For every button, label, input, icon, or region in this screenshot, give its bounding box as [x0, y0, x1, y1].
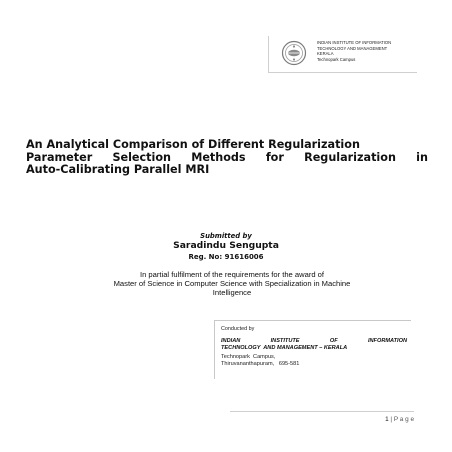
- author-name: Saradindu Sengupta: [173, 240, 279, 251]
- conducted-by-label: Conducted by: [221, 326, 255, 332]
- institute-word: INSTITUTE: [270, 338, 300, 344]
- title-text: An Analytical Comparison of Different Regularization: [26, 138, 360, 151]
- conducting-institute-line-2: TECHNOLOGY AND MANAGEMENT – KERALA: [221, 344, 348, 351]
- address-line-1: Technopark Campus,: [221, 354, 276, 360]
- page-number-label: [385, 416, 414, 423]
- page-footer: [230, 411, 414, 426]
- title-line-3: Auto-Calibrating Parallel MRI: [26, 163, 210, 176]
- institute-word: OF: [329, 338, 338, 344]
- institute-word: INDIAN: [317, 40, 332, 45]
- title-word: Methods: [191, 150, 246, 164]
- title-word: Regularization: [304, 150, 396, 164]
- institute-word: INFORMATION: [367, 338, 407, 344]
- institute-name: [317, 40, 417, 62]
- address-line-2: Thiruvananthapuram, 695-581: [221, 360, 300, 367]
- institute-header: [268, 36, 417, 73]
- institute-line-2: TECHNOLOGY AND MANAGEMENT: [317, 45, 388, 51]
- page-number: 1: [385, 416, 389, 423]
- submitted-by-label: Submitted by: [200, 232, 252, 240]
- fulfilment-line-1: In partial fulfilment of the requirements for the award of: [139, 270, 325, 279]
- institute-word: OF: [355, 40, 362, 45]
- conducting-address: [221, 354, 407, 367]
- institute-word: INDIAN: [221, 338, 241, 344]
- fulfilment-line-2: Master of Science in Computer Science with Specialization in Machine: [113, 278, 351, 288]
- title-line-1: [26, 139, 428, 152]
- conducting-institute-line-1: [221, 338, 407, 345]
- title-word: in: [416, 150, 428, 164]
- fulfilment-line-3: Intelligence: [212, 287, 252, 297]
- title-word: for: [265, 150, 284, 164]
- document-title: [26, 139, 428, 177]
- institute-word: INFORMATION: [362, 40, 392, 45]
- title-word: Parameter: [26, 150, 93, 164]
- registration-number: Reg. No: 91616006: [188, 253, 264, 261]
- conducting-institute: [221, 338, 407, 351]
- institute-logo-icon: [281, 40, 307, 66]
- fulfilment-statement: [62, 271, 402, 297]
- page-word: P a g e: [393, 416, 414, 423]
- conducted-by-box: [214, 320, 411, 379]
- title-word: Selection: [112, 150, 171, 164]
- institute-word: INSTITUTE: [332, 40, 355, 45]
- page-separator: |: [388, 416, 394, 423]
- institute-line-3: KERALA: [317, 51, 334, 57]
- institute-campus: Technopark Campus: [317, 56, 356, 62]
